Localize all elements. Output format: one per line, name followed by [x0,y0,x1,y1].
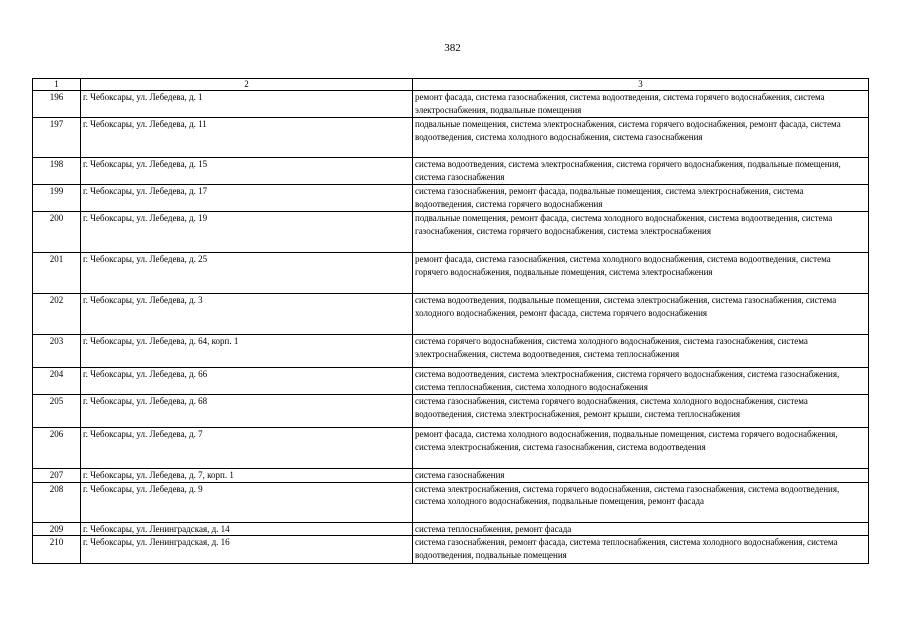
row-works: система газоснабжения, система горячего водоснабжения, система холодного водоснабжения, система водоотведения, система электроснабжения, ремонт крыши, система теплоснабжения [413,395,869,428]
row-address: г. Чебоксары, ул. Лебедева, д. 7, корп. 1 [81,469,413,483]
header-col-2: 2 [81,79,413,91]
row-number: 208 [33,482,81,522]
row-number: 210 [33,536,81,564]
row-address: г. Чебоксары, ул. Лебедева, д. 68 [81,395,413,428]
row-works: система газоснабжения, ремонт фасада, подвальные помещения, система электроснабжения, система водоотведения, система горячего водоснабжения [413,185,869,212]
table-row [33,482,869,522]
row-address: г. Чебоксары, ул. Лебедева, д. 1 [81,91,413,118]
row-number: 203 [33,335,81,368]
row-works: подвальные помещения, система электроснабжения, система горячего водоснабжения, ремонт фасада, система водоотведения, система холодного водоснабжения, система газоснабжения [413,118,869,158]
table-row [33,428,869,469]
table-row [33,212,869,253]
table-row [33,185,869,212]
row-works: система теплоснабжения, ремонт фасада [413,522,869,536]
row-number: 198 [33,158,81,185]
table-row [33,536,869,564]
houses-table [32,78,869,564]
row-number: 205 [33,395,81,428]
row-address: г. Чебоксары, ул. Лебедева, д. 9 [81,482,413,522]
row-address: г. Чебоксары, ул. Ленинградская, д. 14 [81,522,413,536]
row-address: г. Чебоксары, ул. Лебедева, д. 66 [81,368,413,395]
row-works: ремонт фасада, система газоснабжения, система водоотведения, система горячего водоснабжения, система электроснабжения, подвальные помещения [413,91,869,118]
row-address: г. Чебоксары, ул. Лебедева, д. 3 [81,294,413,335]
row-works: система водоотведения, система электроснабжения, система горячего водоснабжения, подвальные помещения, система газоснабжения [413,158,869,185]
table-row [33,158,869,185]
page-number: 382 [444,42,461,54]
row-works: ремонт фасада, система газоснабжения, система холодного водоснабжения, система водоотведения, система горячего водоснабжения, подвальные помещения, система электроснабжения [413,253,869,294]
header-col-1: 1 [33,79,81,91]
table-row [33,118,869,158]
header-row [33,79,869,91]
row-works: система водоотведения, система электроснабжения, система горячего водоснабжения, система газоснабжения, система теплоснабжения, система холодного водоснабжения [413,368,869,395]
row-number: 204 [33,368,81,395]
row-works: система электроснабжения, система горячего водоснабжения, система газоснабжения, система водоотведения, система холодного водоснабжения, подвальные помещения, ремонт фасада [413,482,869,522]
row-number: 196 [33,91,81,118]
table-row [33,469,869,483]
row-address: г. Чебоксары, ул. Лебедева, д. 7 [81,428,413,469]
table-header [33,79,869,91]
row-address: г. Чебоксары, ул. Лебедева, д. 25 [81,253,413,294]
row-address: г. Чебоксары, ул. Лебедева, д. 19 [81,212,413,253]
table-row [33,253,869,294]
row-address: г. Чебоксары, ул. Ленинградская, д. 16 [81,536,413,564]
row-works: система газоснабжения [413,469,869,483]
row-number: 209 [33,522,81,536]
row-address: г. Чебоксары, ул. Лебедева, д. 17 [81,185,413,212]
table-row [33,522,869,536]
row-number: 201 [33,253,81,294]
table-row [33,294,869,335]
row-number: 200 [33,212,81,253]
row-number: 206 [33,428,81,469]
row-works: подвальные помещения, ремонт фасада, система холодного водоснабжения, система водоотведения, система газоснабжения, система горячего водоснабжения, система электроснабжения [413,212,869,253]
row-address: г. Чебоксары, ул. Лебедева, д. 15 [81,158,413,185]
row-works: система водоотведения, подвальные помещения, система электроснабжения, система газоснабжения, система холодного водоснабжения, ремонт фасада, система горячего водоснабжения [413,294,869,335]
row-works: ремонт фасада, система холодного водоснабжения, подвальные помещения, система горячего водоснабжения, система электроснабжения, система газоснабжения, система водоотведения [413,428,869,469]
table-row [33,368,869,395]
header-col-3: 3 [413,79,869,91]
row-number: 202 [33,294,81,335]
row-number: 197 [33,118,81,158]
table-row [33,335,869,368]
row-works: система газоснабжения, ремонт фасада, система теплоснабжения, система холодного водоснабжения, система водоотведения, подвальные помещения [413,536,869,564]
row-number: 207 [33,469,81,483]
row-address: г. Чебоксары, ул. Лебедева, д. 11 [81,118,413,158]
row-number: 199 [33,185,81,212]
table-body [33,91,869,564]
row-address: г. Чебоксары, ул. Лебедева, д. 64, корп. 1 [81,335,413,368]
table-row [33,91,869,118]
row-works: система горячего водоснабжения, система холодного водоснабжения, система газоснабжения, система электроснабжения, система водоотведения, система теплоснабжения [413,335,869,368]
table-row [33,395,869,428]
